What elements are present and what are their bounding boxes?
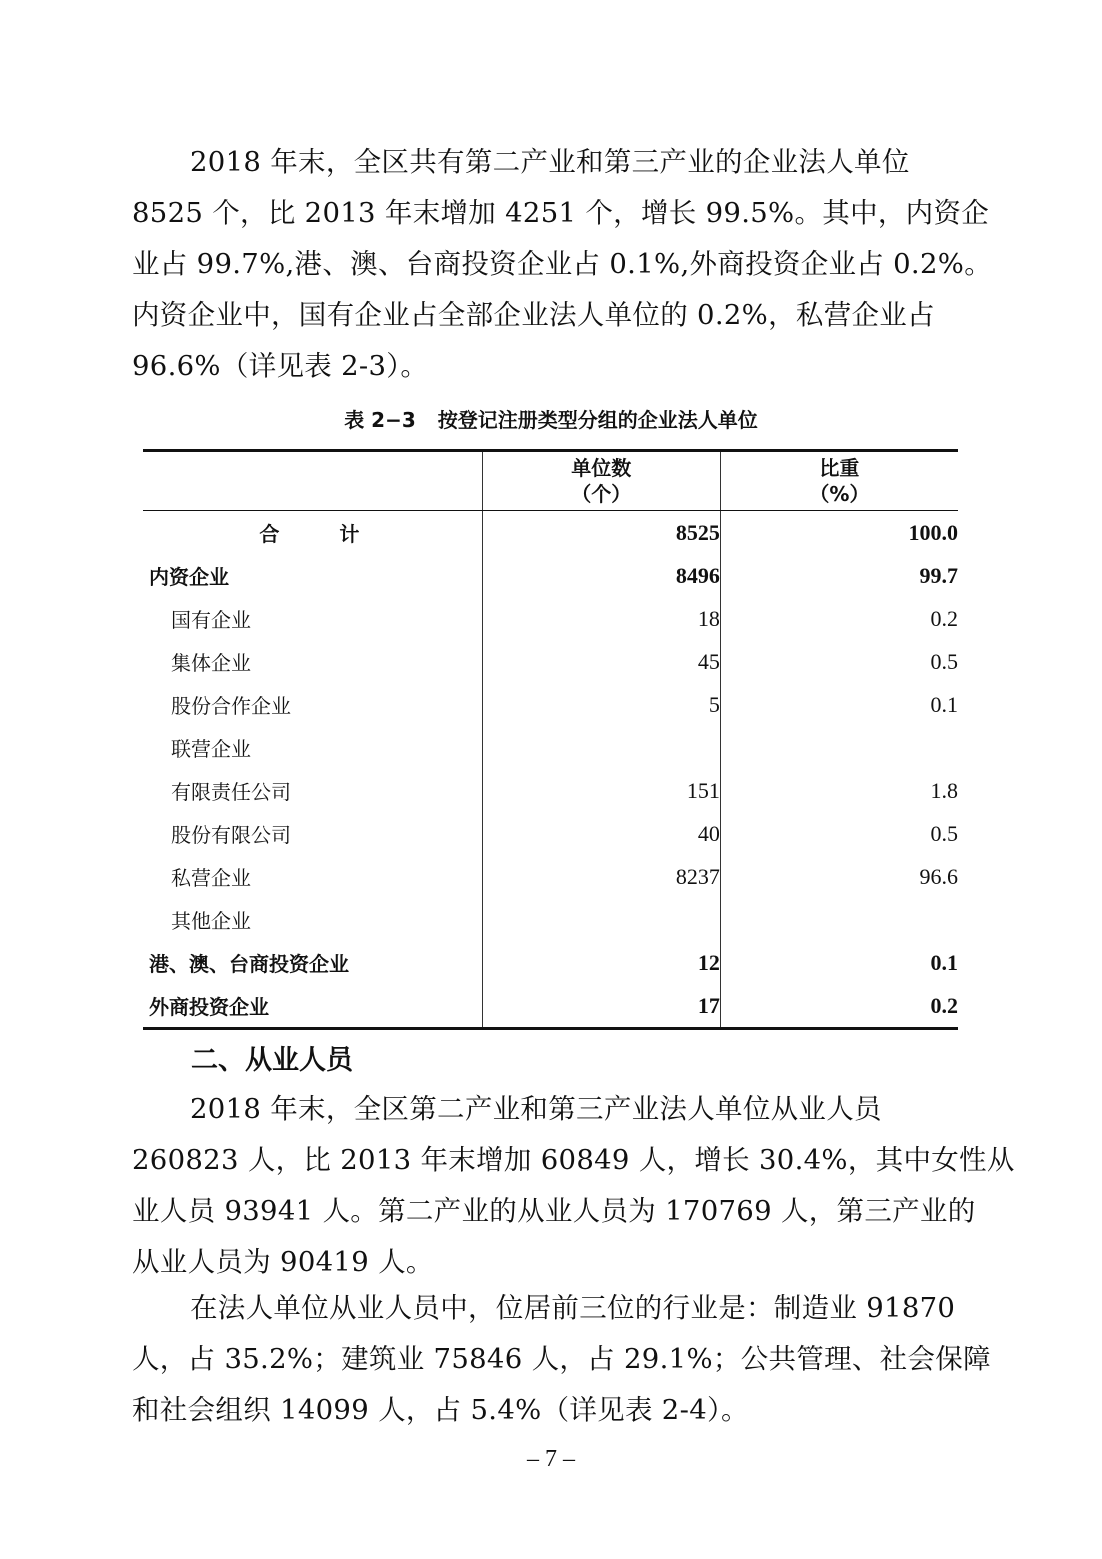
table-number: 表 2−3 bbox=[344, 408, 416, 432]
table-row bbox=[143, 511, 958, 555]
paragraph-line: 内资企业中，国有企业占全部企业法人单位的 0.2%，私营企业占 bbox=[132, 299, 935, 331]
row-count: 8237 bbox=[482, 855, 720, 898]
table-title: 按登记注册类型分组的企业法人单位 bbox=[437, 408, 758, 432]
paragraph-line: 在法人单位从业人员中，位居前三位的行业是：制造业 91870 bbox=[190, 1292, 956, 1324]
page-number: – 7 – bbox=[527, 1446, 575, 1472]
row-count: 18 bbox=[482, 597, 720, 640]
table-caption bbox=[0, 404, 1102, 433]
paragraph-line: 业占 99.7%,港、澳、台商投资企业占 0.1%,外商投资企业占 0.2%。 bbox=[132, 248, 992, 280]
row-name: 外商投资企业 bbox=[143, 984, 482, 1029]
paragraph-line: 从业人员为 90419 人。 bbox=[132, 1246, 434, 1278]
row-count: 40 bbox=[482, 812, 720, 855]
row-share: 0.1 bbox=[720, 683, 958, 726]
row-count bbox=[482, 898, 720, 941]
row-share: 0.5 bbox=[720, 640, 958, 683]
row-share: 0.2 bbox=[720, 984, 958, 1029]
row-share: 96.6 bbox=[720, 855, 958, 898]
row-share: 0.1 bbox=[720, 941, 958, 984]
table-row bbox=[143, 898, 958, 941]
table-row bbox=[143, 984, 958, 1029]
row-name: 股份有限公司 bbox=[171, 823, 291, 847]
table-row bbox=[143, 726, 958, 769]
row-count: 5 bbox=[482, 683, 720, 726]
table-row bbox=[143, 597, 958, 640]
paragraph-line: 人，占 35.2%；建筑业 75846 人，占 29.1%；公共管理、社会保障 bbox=[132, 1343, 991, 1375]
row-name: 集体企业 bbox=[171, 651, 251, 675]
header-category bbox=[143, 451, 482, 511]
paragraph-line: 业人员 93941 人。第二产业的从业人员为 170769 人，第三产业的 bbox=[132, 1195, 976, 1227]
row-count: 17 bbox=[482, 984, 720, 1029]
row-count: 12 bbox=[482, 941, 720, 984]
paragraph-line: 2018 年末，全区共有第二产业和第三产业的企业法人单位 bbox=[190, 146, 910, 178]
row-share bbox=[720, 898, 958, 941]
header-share: 比重 （%） bbox=[720, 451, 958, 511]
row-name: 有限责任公司 bbox=[171, 780, 291, 804]
paragraph-employment-summary bbox=[132, 1084, 1015, 1288]
table-row bbox=[143, 640, 958, 683]
paragraph-line: 8525 个，比 2013 年末增加 4251 个，增长 99.5%。其中，内资企 bbox=[132, 197, 990, 229]
header-count: 单位数 （个） bbox=[482, 451, 720, 511]
table-row bbox=[143, 769, 958, 812]
section-heading: 二、从业人员 bbox=[191, 1045, 353, 1076]
row-name: 联营企业 bbox=[171, 737, 251, 761]
row-share: 0.2 bbox=[720, 597, 958, 640]
row-count bbox=[482, 726, 720, 769]
row-name: 其他企业 bbox=[171, 909, 251, 933]
row-name: 国有企业 bbox=[171, 608, 251, 632]
enterprise-registration-table bbox=[143, 449, 958, 1030]
row-share: 100.0 bbox=[720, 511, 958, 555]
row-share: 0.5 bbox=[720, 812, 958, 855]
table-row bbox=[143, 683, 958, 726]
paragraph-line: 和社会组织 14099 人，占 5.4%（详见表 2-4）。 bbox=[132, 1394, 749, 1426]
paragraph-enterprise-summary bbox=[132, 137, 992, 392]
row-share: 1.8 bbox=[720, 769, 958, 812]
paragraph-line: 260823 人，比 2013 年末增加 60849 人，增长 30.4%，其中女性从 bbox=[132, 1144, 1015, 1176]
table-row bbox=[143, 554, 958, 597]
row-name: 内资企业 bbox=[149, 565, 229, 589]
paragraph-line: 96.6%（详见表 2-3）。 bbox=[132, 350, 429, 382]
row-name: 合 计 bbox=[259, 522, 380, 546]
table-row bbox=[143, 855, 958, 898]
row-count: 151 bbox=[482, 769, 720, 812]
row-name: 私营企业 bbox=[171, 866, 251, 890]
paragraph-line: 2018 年末，全区第二产业和第三产业法人单位从业人员 bbox=[190, 1093, 882, 1125]
row-count: 45 bbox=[482, 640, 720, 683]
row-name: 港、澳、台商投资企业 bbox=[149, 952, 349, 976]
table-row bbox=[143, 812, 958, 855]
row-count: 8525 bbox=[482, 511, 720, 555]
paragraph-top-industries bbox=[132, 1283, 991, 1436]
row-count: 8496 bbox=[482, 554, 720, 597]
row-share bbox=[720, 726, 958, 769]
row-share: 99.7 bbox=[720, 554, 958, 597]
table-header-row bbox=[143, 451, 958, 511]
row-name: 股份合作企业 bbox=[171, 694, 291, 718]
table-row bbox=[143, 941, 958, 984]
